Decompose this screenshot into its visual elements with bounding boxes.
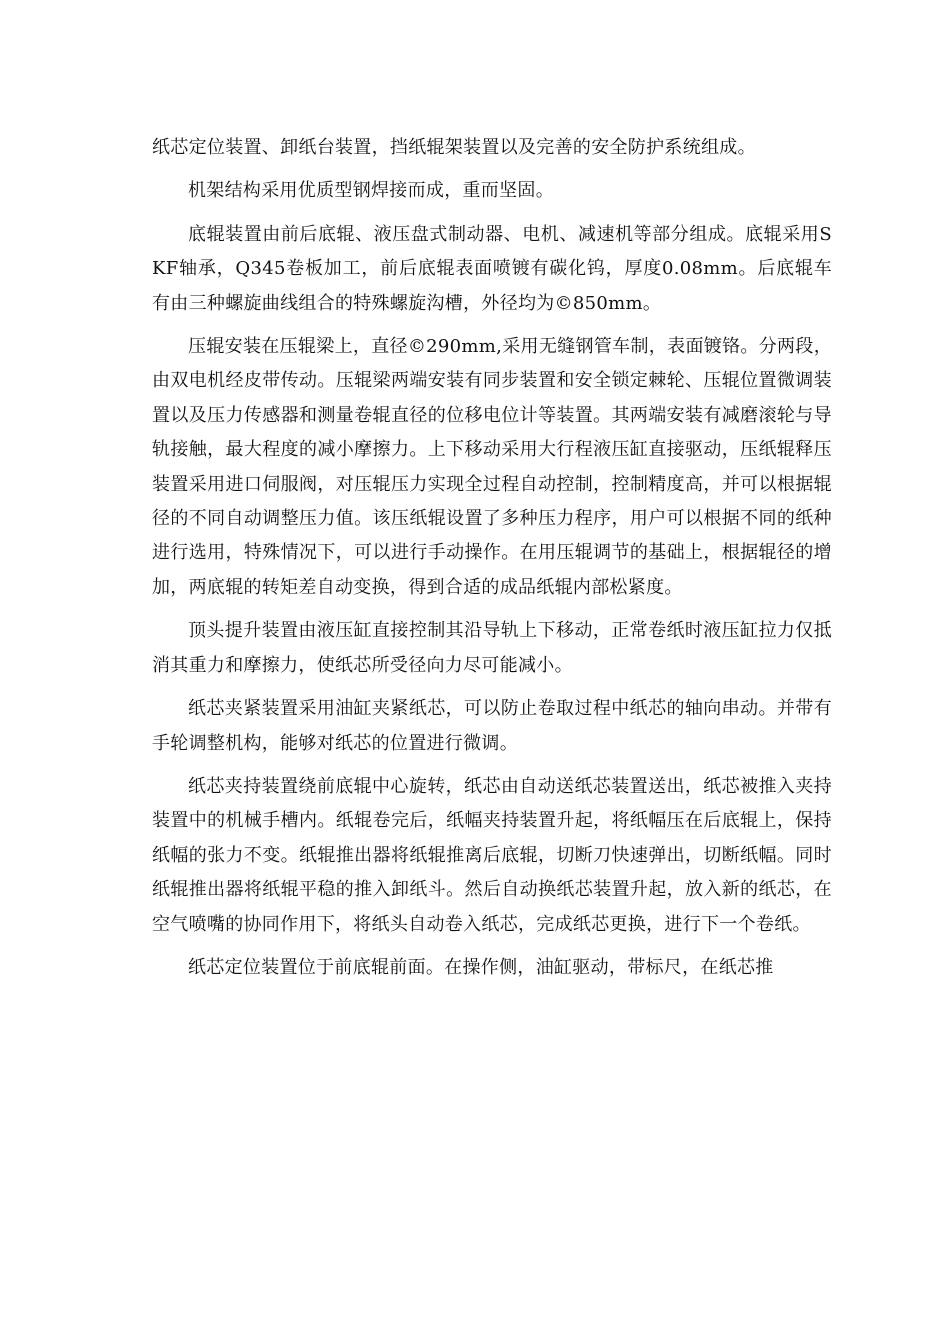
paragraph-8: 纸芯定位装置位于前底辊前面。在操作侧，油缸驱动，带标尺，在纸芯推 [188, 956, 774, 978]
paragraph-3: 底辊装置由前后底辊、液压盘式制动器、电机、减速机等部分组成。底辊采用SKF轴承，Q345卷板加工，前后底辊表面喷镀有碳化钨，厚度0.08mm。后底辊车有由三种螺旋曲线组合的特殊螺旋沟槽，外径均为©850mm。 [152, 223, 832, 314]
paragraph-1: 纸芯定位装置、卸纸台装置，挡纸辊架装置以及完善的安全防护系统组成。 [152, 137, 756, 158]
document-body [152, 131, 832, 994]
paragraph-5: 顶头提升装置由液压缸直接控制其沿导轨上下移动，正常卷纸时液压缸拉力仅抵消其重力和摩擦力，使纸芯所受径向力尽可能减小。 [152, 620, 832, 676]
paragraph-4: 压辊安装在压辊梁上，直径©290mm,采用无缝钢管车制，表面镀铬。分两段，由双电机经皮带传动。压辊梁两端安装有同步装置和安全锁定棘轮、压辊位置微调装置以及压力传感器和测量卷辊直径的位移电位计等装置。其两端安装有减磨滚轮与导轨接触，最大程度的减小摩擦力。上下移动采用大行程液压缸直接驱动，压纸辊释压装置采用进口伺服阀，对压辊压力实现全过程自动控制，控制精度高，并可以根据辊径的不同自动调整压力值。该压纸辊设置了多种压力程序，用户可以根据不同的纸种进行选用，特殊情况下，可以进行手动操作。在用压辊调节的基础上，根据辊径的增加，两底辊的转矩差自动变换，得到合适的成品纸辊内部松紧度。 [152, 336, 832, 598]
paragraph-2: 机架结构采用优质型钢焊接而成，重而坚固。 [188, 180, 554, 202]
paragraph-6: 纸芯夹紧装置采用油缸夹紧纸芯，可以防止卷取过程中纸芯的轴向串动。并带有手轮调整机构，能够对纸芯的位置进行微调。 [152, 698, 832, 754]
paragraph-7: 纸芯夹持装置绕前底辊中心旋转，纸芯由自动送纸芯装置送出，纸芯被推入夹持装置中的机械手槽内。纸辊卷完后，纸幅夹持装置升起，将纸幅压在后底辊上，保持纸幅的张力不变。纸辊推出器将纸辊推离后底辊，切断刀快速弹出，切断纸幅。同时纸辊推出器将纸辊平稳的推入卸纸斗。然后自动换纸芯装置升起，放入新的纸芯，在空气喷嘴的协同作用下，将纸头自动卷入纸芯，完成纸芯更换，进行下一个卷纸。 [152, 775, 832, 935]
